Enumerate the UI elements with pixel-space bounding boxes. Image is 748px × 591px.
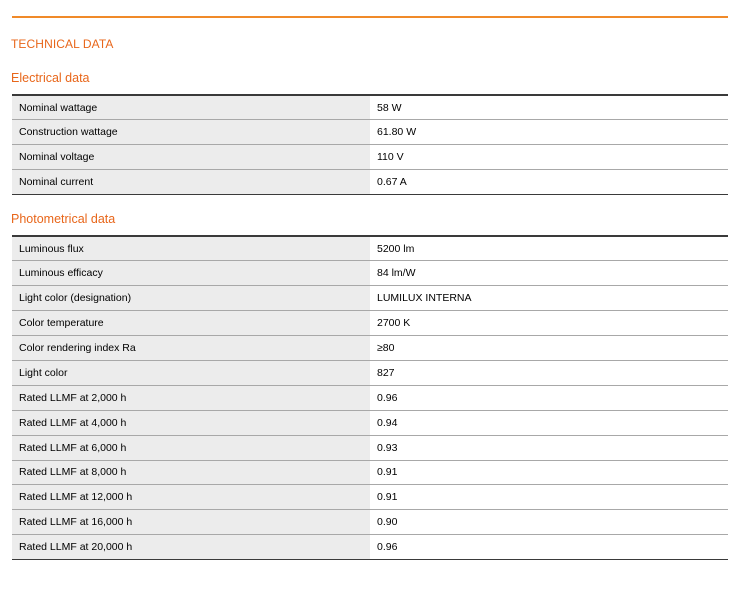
row-label: Light color bbox=[12, 360, 370, 385]
row-value: 827 bbox=[370, 360, 728, 385]
table-row bbox=[12, 120, 728, 145]
row-label: Nominal voltage bbox=[12, 145, 370, 170]
row-label: Color rendering index Ra bbox=[12, 336, 370, 361]
row-value: 2700 K bbox=[370, 311, 728, 336]
electrical-table bbox=[12, 94, 728, 195]
table-row bbox=[12, 95, 728, 120]
row-value: 0.96 bbox=[370, 535, 728, 560]
row-label: Light color (designation) bbox=[12, 286, 370, 311]
row-value: 58 W bbox=[370, 95, 728, 120]
row-label: Rated LLMF at 2,000 h bbox=[12, 385, 370, 410]
table-row bbox=[12, 435, 728, 460]
table-row bbox=[12, 535, 728, 560]
row-value: 0.91 bbox=[370, 485, 728, 510]
row-label: Nominal current bbox=[12, 170, 370, 195]
row-label: Rated LLMF at 6,000 h bbox=[12, 435, 370, 460]
row-value: 0.93 bbox=[370, 435, 728, 460]
table-row bbox=[12, 485, 728, 510]
table-row bbox=[12, 261, 728, 286]
table-row bbox=[12, 145, 728, 170]
row-label: Luminous flux bbox=[12, 236, 370, 261]
row-value: 61.80 W bbox=[370, 120, 728, 145]
page-title: TECHNICAL DATA bbox=[11, 37, 114, 51]
table-row bbox=[12, 311, 728, 336]
row-label: Rated LLMF at 8,000 h bbox=[12, 460, 370, 485]
table-row bbox=[12, 410, 728, 435]
row-label: Color temperature bbox=[12, 311, 370, 336]
table-row bbox=[12, 236, 728, 261]
electrical-heading: Electrical data bbox=[11, 71, 90, 85]
row-label: Rated LLMF at 12,000 h bbox=[12, 485, 370, 510]
row-label: Luminous efficacy bbox=[12, 261, 370, 286]
table-row bbox=[12, 336, 728, 361]
row-label: Rated LLMF at 20,000 h bbox=[12, 535, 370, 560]
photometrical-heading: Photometrical data bbox=[11, 212, 116, 226]
top-divider bbox=[12, 16, 728, 18]
row-value: 0.96 bbox=[370, 385, 728, 410]
table-row bbox=[12, 286, 728, 311]
photometrical-table bbox=[12, 235, 728, 560]
row-label: Rated LLMF at 4,000 h bbox=[12, 410, 370, 435]
row-value: 0.67 A bbox=[370, 170, 728, 195]
row-value: 0.91 bbox=[370, 460, 728, 485]
row-value: 5200 lm bbox=[370, 236, 728, 261]
row-label: Rated LLMF at 16,000 h bbox=[12, 510, 370, 535]
row-value: LUMILUX INTERNA bbox=[370, 286, 728, 311]
row-value: ≥80 bbox=[370, 336, 728, 361]
row-label: Nominal wattage bbox=[12, 95, 370, 120]
row-value: 84 lm/W bbox=[370, 261, 728, 286]
table-row bbox=[12, 360, 728, 385]
table-row bbox=[12, 385, 728, 410]
table-row bbox=[12, 510, 728, 535]
row-value: 110 V bbox=[370, 145, 728, 170]
table-row bbox=[12, 170, 728, 195]
row-label: Construction wattage bbox=[12, 120, 370, 145]
table-row bbox=[12, 460, 728, 485]
row-value: 0.90 bbox=[370, 510, 728, 535]
row-value: 0.94 bbox=[370, 410, 728, 435]
